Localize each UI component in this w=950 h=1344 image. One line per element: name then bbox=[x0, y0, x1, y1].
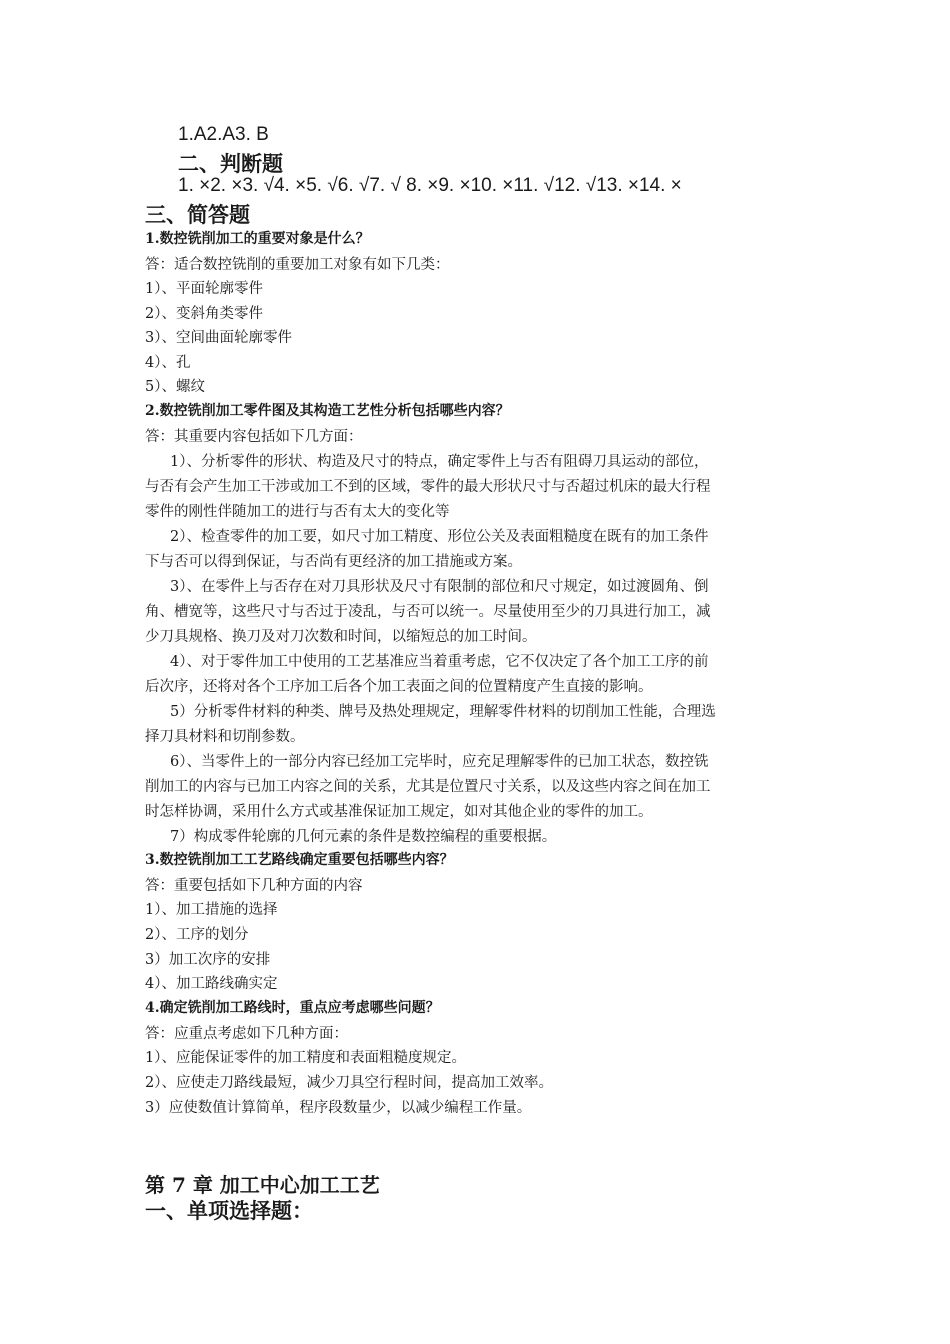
paragraph-line: 7）构成零件轮廓的几何元素的条件是数控编程的重要根据。 bbox=[170, 829, 557, 845]
paragraph-line: 4）、对于零件加工中使用的工艺基准应当着重考虑，它不仅决定了各个加工工序的前 bbox=[170, 654, 709, 670]
list-item: 3）应使数值计算简单，程序段数量少，以减少编程工作量。 bbox=[145, 1100, 532, 1116]
paragraph-line: 零件的刚性伴随加工的进行与否有太大的变化等 bbox=[145, 504, 450, 520]
paragraph-line: 下与否可以得到保证，与否尚有更经济的加工措施或方案。 bbox=[145, 554, 522, 570]
paragraph-line: 少刀具规格、换刀及对刀次数和时间，以缩短总的加工时间。 bbox=[145, 629, 537, 645]
judge-answers: 1. ×2. ×3. √4. ×5. √6. √7. √ 8. ×9. ×10. ×11. √12. √13. ×14. × bbox=[178, 175, 682, 196]
question-2-title: 2.数控铣削加工零件图及其构造工艺性分析包括哪些内容？ bbox=[145, 403, 510, 419]
choice-answers: 1.A2.A3. B bbox=[178, 124, 269, 145]
question-4-answer: 答：应重点考虑如下几种方面： bbox=[145, 1026, 348, 1042]
question-4-title: 4.确定铣削加工路线时，重点应考虑哪些问题？ bbox=[145, 1000, 440, 1016]
paragraph-line: 6）、当零件上的一部分内容已经加工完毕时，应充足理解零件的已加工状态，数控铣 bbox=[170, 754, 709, 770]
list-item: 4）、加工路线确实定 bbox=[145, 976, 278, 992]
paragraph-line: 5）分析零件材料的种类、牌号及热处理规定，理解零件材料的切削加工性能，合理选 bbox=[170, 704, 716, 720]
paragraph-line: 2）、检查零件的加工要，如尺寸加工精度、形位公关及表面粗糙度在既有的加工条件 bbox=[170, 529, 709, 545]
list-item: 4）、孔 bbox=[145, 355, 191, 371]
list-item: 3）加工次序的安排 bbox=[145, 952, 271, 968]
paragraph-line: 削加工的内容与已加工内容之间的关系，尤其是位置尺寸关系，以及这些内容之间在加工 bbox=[145, 779, 711, 795]
list-item: 2）、工序的划分 bbox=[145, 927, 249, 943]
chapter-title: 第 7 章 加工中心加工工艺 bbox=[145, 1173, 380, 1197]
section1-heading: 一、单项选择题： bbox=[145, 1198, 313, 1223]
list-item: 1）、应能保证零件的加工精度和表面粗糙度规定。 bbox=[145, 1050, 466, 1066]
question-2-answer: 答：其重要内容包括如下几方面： bbox=[145, 429, 363, 445]
list-item: 1）、加工措施的选择 bbox=[145, 902, 278, 918]
list-item: 2）、应使走刀路线最短，减少刀具空行程时间，提高加工效率。 bbox=[145, 1075, 553, 1091]
paragraph-line: 后次序，还将对各个工序加工后各个加工表面之间的位置精度产生直接的影响。 bbox=[145, 679, 653, 695]
section3-heading: 三、简答题 bbox=[145, 202, 250, 227]
paragraph-line: 择刀具材料和切削参数。 bbox=[145, 729, 305, 745]
paragraph-line: 与否有会产生加工干涉或加工不到的区域，零件的最大形状尺寸与否超过机床的最大行程 bbox=[145, 479, 711, 495]
paragraph-line: 角、槽宽等，这些尺寸与否过于凌乱，与否可以统一。尽量使用至少的刀具进行加工，减 bbox=[145, 604, 711, 620]
judge-heading: 二、判断题 bbox=[178, 151, 283, 176]
list-item: 3）、空间曲面轮廓零件 bbox=[145, 330, 292, 346]
question-1-answer: 答：适合数控铣削的重要加工对象有如下几类： bbox=[145, 257, 450, 273]
paragraph-line: 时怎样协调，采用什么方式或基准保证加工规定，如对其他企业的零件的加工。 bbox=[145, 804, 653, 820]
list-item: 2）、变斜角类零件 bbox=[145, 306, 263, 322]
paragraph-line: 3）、在零件上与否存在对刀具形状及尺寸有限制的部位和尺寸规定，如过渡圆角、倒 bbox=[170, 579, 709, 595]
question-3-title: 3.数控铣削加工工艺路线确定重要包括哪些内容？ bbox=[145, 852, 454, 868]
paragraph-line: 1）、分析零件的形状、构造及尺寸的特点，确定零件上与否有阻碍刀具运动的部位， bbox=[170, 454, 709, 470]
list-item: 1）、平面轮廓零件 bbox=[145, 281, 263, 297]
question-3-answer: 答：重要包括如下几种方面的内容 bbox=[145, 878, 363, 894]
question-1-title: 1.数控铣削加工的重要对象是什么？ bbox=[145, 231, 370, 247]
list-item: 5）、螺纹 bbox=[145, 379, 205, 395]
